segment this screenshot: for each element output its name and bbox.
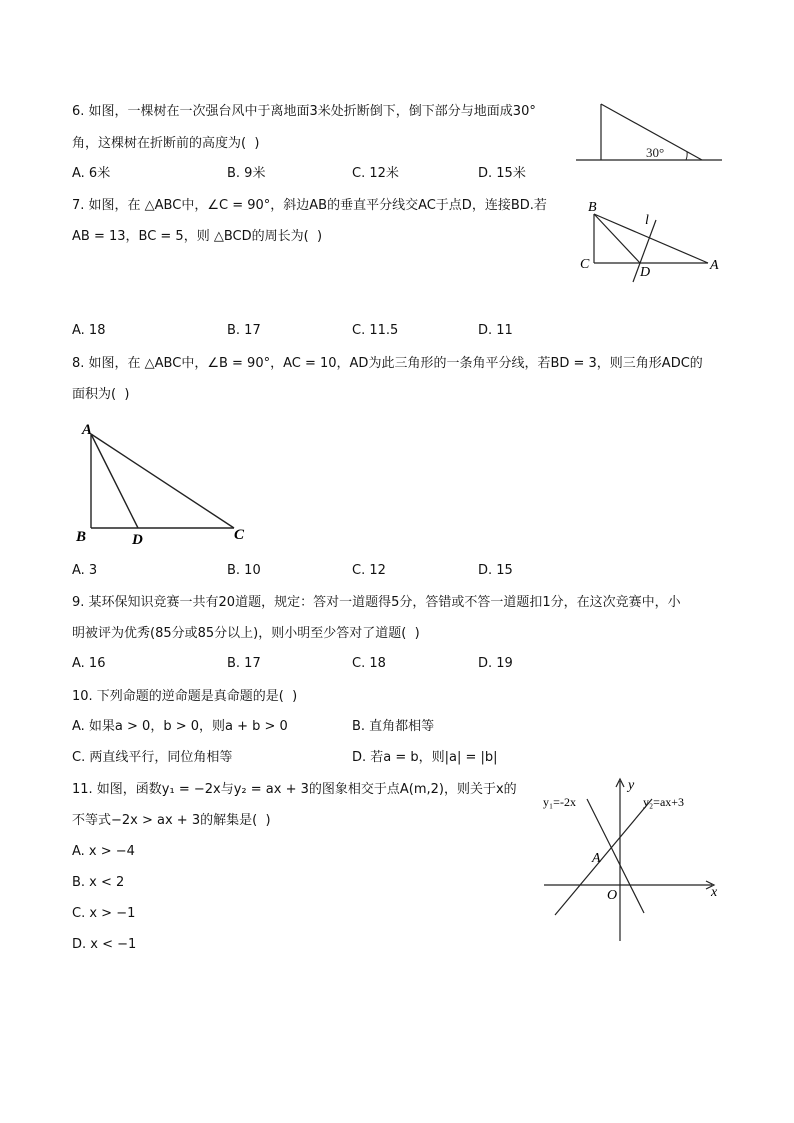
- q10-stem-line1: 10. 下列命题的逆命题是真命题的是( ): [72, 689, 298, 704]
- q10-option-b[interactable]: B. 直角都相等: [352, 719, 435, 734]
- q7-option-c[interactable]: C. 11.5: [352, 323, 399, 338]
- q11-function-graph: [540, 775, 730, 945]
- q7-option-b[interactable]: B. 17: [227, 323, 261, 338]
- q6-option-a[interactable]: A. 6米: [72, 166, 111, 181]
- q11-option-a[interactable]: A. x > −4: [72, 844, 135, 859]
- q7-triangle-figure: [578, 198, 728, 288]
- q9-stem-line1: 9. 某环保知识竞赛一共有20道题，规定：答对一道题得5分，答错或不答一道题扣1分，在这次竞赛中，小: [72, 595, 681, 610]
- q9-option-b[interactable]: B. 17: [227, 656, 261, 671]
- q8-option-d[interactable]: D. 15: [478, 563, 513, 578]
- q11-option-b[interactable]: B. x < 2: [72, 875, 125, 890]
- q7-label-b: B: [588, 200, 597, 215]
- q11-stem-line1: 11. 如图，函数y₁ = −2x与y₂ = ax + 3的图象相交于点A(m,2)，则关于x的: [72, 782, 517, 797]
- q6-option-c[interactable]: C. 12米: [352, 166, 399, 181]
- q6-angle-arc: [686, 152, 687, 160]
- q10-option-d[interactable]: D. 若a = b，则|a| = |b|: [352, 750, 498, 765]
- q11-label-y: y: [628, 778, 635, 793]
- q11-label-a: A: [592, 851, 601, 866]
- q8-label-d: D: [132, 532, 143, 548]
- q11-option-c[interactable]: C. x > −1: [72, 906, 136, 921]
- q7-stem-line1: 7. 如图，在 △ABC中，∠C = 90°，斜边AB的垂直平分线交AC于点D，连接BD.若: [72, 198, 547, 213]
- q8-bisector-ad: [91, 434, 138, 528]
- q8-option-c[interactable]: C. 12: [352, 563, 386, 578]
- q8-stem-line2: 面积为( ): [72, 387, 130, 402]
- q11-label-o: O: [607, 888, 618, 903]
- q7-label-d: D: [640, 265, 651, 280]
- q7-option-d[interactable]: D. 11: [478, 323, 513, 338]
- q11-label-y2: y₂=ax+3: [643, 795, 685, 809]
- q10-option-a[interactable]: A. 如果a > 0，b > 0，则a + b > 0: [72, 719, 288, 734]
- q9-option-d[interactable]: D. 19: [478, 656, 513, 671]
- q7-side-ab: [594, 214, 708, 263]
- q7-label-a: A: [710, 258, 719, 273]
- q9-stem-line2: 明被评为优秀(85分或85分以上)，则小明至少答对了道题( ): [72, 626, 420, 641]
- q7-label-c: C: [580, 257, 590, 272]
- q7-label-l: l: [645, 213, 649, 228]
- q7-segment-bd: [594, 214, 640, 263]
- q11-label-x: x: [711, 885, 718, 900]
- q8-side-ac: [91, 434, 234, 528]
- q9-option-c[interactable]: C. 18: [352, 656, 386, 671]
- q6-angle-label: 30°: [646, 145, 665, 160]
- q9-option-a[interactable]: A. 16: [72, 656, 106, 671]
- q11-stem-line2: 不等式−2x > ax + 3的解集是( ): [72, 813, 271, 828]
- q7-stem-line2: AB = 13，BC = 5，则 △BCD的周长为( ): [72, 229, 323, 244]
- q8-triangle-figure: [74, 420, 264, 550]
- q7-option-a[interactable]: A. 18: [72, 323, 106, 338]
- q6-option-b[interactable]: B. 9米: [227, 166, 266, 181]
- q11-line-y2: [555, 799, 652, 915]
- q8-label-a: A: [82, 422, 93, 438]
- q8-stem-line1: 8. 如图，在 △ABC中，∠B = 90°，AC = 10，AD为此三角形的一条角平分线，若BD = 3，则三角形ADC的: [72, 356, 703, 371]
- q8-label-c: C: [234, 527, 245, 543]
- q10-option-c[interactable]: C. 两直线平行，同位角相等: [72, 750, 233, 765]
- q8-option-b[interactable]: B. 10: [227, 563, 261, 578]
- q6-stem-line2: 角，这棵树在折断前的高度为( ): [72, 136, 260, 151]
- q6-option-d[interactable]: D. 15米: [478, 166, 526, 181]
- q6-tree-figure: [574, 100, 724, 170]
- q6-stem-line1: 6. 如图，一棵树在一次强台风中于离地面3米处折断倒下，倒下部分与地面成30°: [72, 104, 536, 119]
- q8-option-a[interactable]: A. 3: [72, 563, 98, 578]
- q11-label-y1: y₁=-2x: [543, 795, 576, 809]
- q8-label-b: B: [76, 529, 87, 545]
- q11-option-d[interactable]: D. x < −1: [72, 937, 137, 952]
